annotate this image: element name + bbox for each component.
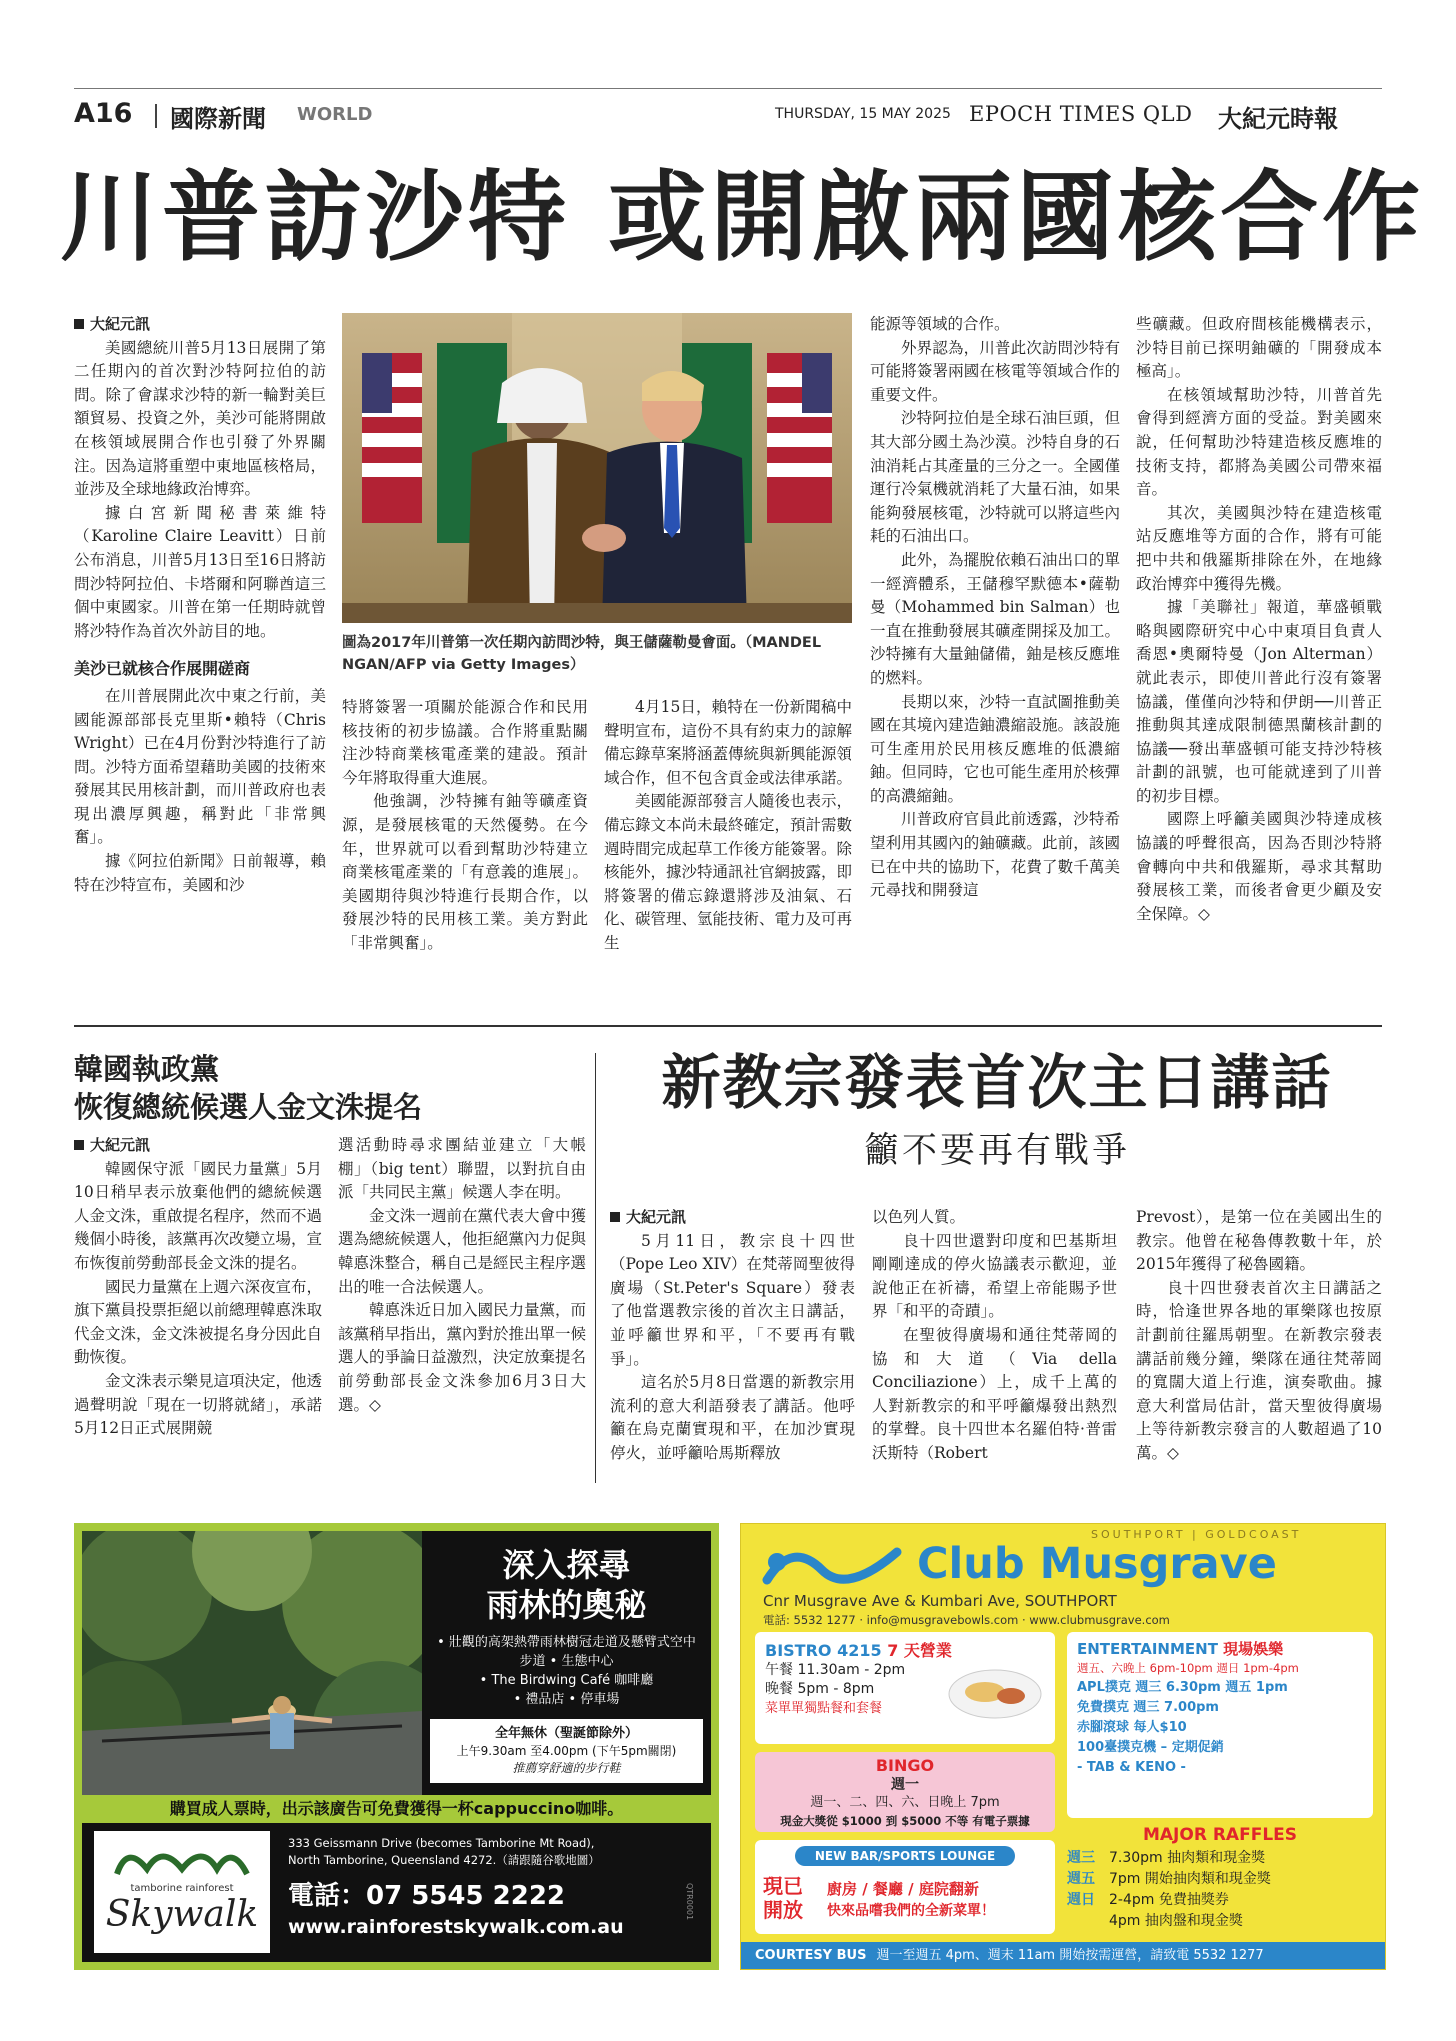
paragraph: 在川普展開此次中東之行前，美國能源部部長克里斯•賴特（Chris Wright）已在4月份對沙特進行了訪問。沙特方面希望藉助美國的技術來發展其民用核計劃，而川普政府也表現出濃厚興趣，稱對此「非常興奮」。 — [74, 686, 326, 847]
paragraph: 美國能源部發言人隨後也表示，備忘錄文本尚未最終確定，預計需數週時間完成起草工作後方能簽署。除核能外，據沙特通訊社官網披露，即將簽署的備忘錄還將涉及油氣、石化、碳管理、氫能技術、電力及可再生 — [604, 792, 852, 952]
pope-article-column-3 — [1136, 1206, 1382, 1490]
bingo-day: 週一 — [891, 1777, 919, 1793]
paragraph: 在聖彼得廣場和通往梵蒂岡的協和大道（Via della Conciliazione）上，成千上萬的人對新教宗的和平呼籲爆發出熱烈的掌聲。良十四世本名羅伯特·普雷沃斯特（Robert — [872, 1325, 1117, 1462]
bingo-panel — [755, 1752, 1055, 1832]
main-article-column-1 — [74, 313, 326, 1013]
ad-hours-title: 全年無休（聖誕節除外） — [494, 1726, 638, 1741]
korea-headline-line-1: 韓國執政黨 — [74, 1052, 220, 1086]
korea-headline-line-2: 恢復總統候選人金文洙提名 — [74, 1090, 423, 1124]
bistro-title: BISTRO 4215 — [765, 1641, 882, 1660]
korea-byline: 大紀元訊 — [74, 1134, 322, 1158]
pope-article-column-1 — [610, 1206, 855, 1490]
paragraph: 據白宮新聞秘書萊維特（Karoline Claire Leavitt）日前公布消息，川普5月13日至16日將訪問沙特阿拉伯、卡塔爾和阿聯酋這三個中東國家。川普在第一任期時就曾將沙特作為首次外訪目的地。 — [74, 503, 326, 640]
ad-promo-banner: 購買成人票時，出示該廣告可免費獲得一杯cappuccino咖啡。 — [82, 1795, 711, 1823]
bistro-lunch: 午餐 11.30am - 2pm — [765, 1662, 906, 1678]
pope-subheadline: 籲不要再有戰爭 — [863, 1131, 1130, 1171]
paragraph: 此外，為擺脫依賴石油出口的單一經濟體系，王儲穆罕默德本•薩勒曼（Mohammed bin Salman）也一直在推動發展其礦產開採及加工。沙特擁有大量鈾儲備，鈾是核反應堆的燃料。 — [870, 550, 1120, 687]
raffles-title: MAJOR RAFFLES — [1142, 1825, 1298, 1845]
club-logo-icon — [757, 1540, 907, 1590]
ad-address-line-2: North Tamborine, Queensland 4272.（請跟隨谷歌地圖） — [288, 1853, 600, 1867]
section-name-en: WORLD — [297, 104, 373, 125]
bingo-title: BINGO — [875, 1756, 935, 1775]
raffle-detail: 7.30pm 抽肉類和現金獎 — [1109, 1850, 1266, 1866]
bistro-dinner: 晚餐 5pm - 8pm — [765, 1681, 875, 1697]
korea-article-column-2 — [338, 1134, 586, 1490]
pope-byline: 大紀元訊 — [610, 1206, 855, 1230]
paragraph: 在核領域幫助沙特，川普首先會得到經濟方面的受益。對美國來說，任何幫助沙特建造核反應堆的技術支持，都將為美國公司帶來福音。 — [1136, 385, 1382, 499]
paper-name-en: EPOCH TIMES QLD — [969, 102, 1193, 126]
courtesy-text: 週一至週五 4pm、週末 11am 開始按需運營，請致電 5532 1277 — [876, 1948, 1264, 1963]
paragraph: 據《阿拉伯新聞》日前報導，賴特在沙特宣布，美國和沙 — [74, 852, 326, 894]
raffle-day: 週五 — [1067, 1871, 1095, 1887]
food-plate-icon — [945, 1654, 1045, 1724]
ad-feature-list — [422, 1633, 711, 1709]
ad-feature: • 禮品店 • 停車場 — [513, 1692, 620, 1707]
bingo-prize: 現金大獎從 $1000 到 $5000 不等 有電子票據 — [780, 1814, 1030, 1828]
paragraph: 美國總統川普5月13日展開了第二任期內的首次對沙特阿拉伯的訪問。除了會謀求沙特的新一輪對美巨額貿易、投資之外，美沙可能將開啟在核領域展開合作也引發了外界關注。因為這將重塑中東地區核格局，並涉及全球地緣政治博弈。 — [74, 338, 326, 499]
raffle-detail: 7pm 開始抽肉類和現金獎 — [1109, 1871, 1271, 1887]
main-byline: 大紀元訊 — [74, 313, 326, 337]
photo-illustration — [342, 313, 852, 623]
pope-headline: 新教宗發表首次主日講話 — [661, 1048, 1333, 1117]
paragraph: 特將簽署一項關於能源合作和民用核技術的初步協議。合作將重點關注沙特商業核電產業的建設。預計今年將取得重大進展。 — [342, 698, 588, 787]
new-bar-panel — [755, 1840, 1055, 1934]
photo-caption: 圖為2017年川普第一次任期內訪問沙特，與王儲薩勒曼會面。（MANDEL NGAN/AFP via Getty Images） — [342, 635, 822, 673]
paragraph: 國民力量黨在上週六深夜宣布，旗下黨員投票拒絕以前總理韓悳洙取代金文洙，金文洙被提名身分因此自動恢復。 — [74, 1277, 322, 1367]
ad-phone[interactable]: 電話：07 5545 2222 — [288, 1881, 566, 1911]
ad-code: QTR0001 — [685, 1883, 694, 1921]
raffles-panel — [1067, 1824, 1373, 1936]
paragraph: 沙特阿拉伯是全球石油巨頭，但其大部分國土為沙漠。沙特自身的石油消耗占其產量的三分之一。全國僅運行冷氣機就消耗了大量石油，如果能夠發展核電，沙特就可以將這些內耗的石油出口。 — [870, 409, 1120, 546]
ent-tab: - TAB & KENO - — [1077, 1760, 1186, 1775]
ad-title-line-2: 雨林的奧秘 — [486, 1586, 647, 1624]
subheading: 美沙已就核合作展開磋商 — [74, 659, 251, 679]
renovation-text: 廚房 / 餐廳 / 庭院翻新 — [827, 1880, 979, 1898]
paragraph: 能源等領域的合作。 — [870, 315, 1010, 333]
rainforest-photo — [82, 1531, 422, 1795]
paper-name-cn: 大紀元時報 — [1218, 104, 1338, 133]
ad-hours: 上午9.30am 至4.00pm (下午5pm關閉) — [456, 1744, 677, 1758]
paragraph: 些礦藏。但政府間核能機構表示，沙特目前已探明鈾礦的「開發成本極高」。 — [1136, 315, 1382, 381]
korea-article-column-1 — [74, 1134, 322, 1490]
news-photo — [342, 313, 852, 623]
paragraph: 他強調，沙特擁有鈾等礦產資源，是發展核電的天然優勢。在今年，世界就可以看到幫助沙特建立商業核電產業的「有意義的進展」。美國期待與沙特進行長期合作，以發展沙特的民用核工業。美方對此「非常興奮」。 — [342, 792, 588, 952]
ent-keno: 100臺撲克機 – 定期促銷 — [1077, 1740, 1224, 1755]
paragraph: 這名於5月8日當選的新教宗用流利的意大利語發表了講話。他呼籲在烏克蘭實現和平，在加沙實現停火，並呼籲哈馬斯釋放 — [610, 1373, 855, 1462]
issue-date: THURSDAY, 15 MAY 2025 — [775, 106, 951, 122]
club-name: Club Musgrave — [917, 1539, 1277, 1589]
paragraph: 其次，美國與沙特在建造核電站反應堆等方面的合作，將有可能把中共和俄羅斯排除在外，在地緣政治博弈中獲得先機。 — [1136, 503, 1382, 593]
pope-article-column-2 — [872, 1206, 1117, 1490]
ad-club-musgrave[interactable] — [740, 1523, 1386, 1970]
ad-hours-note: 推薦穿舒適的步行鞋 — [512, 1761, 621, 1775]
new-menu-text: 快來品嚐我們的全新菜單！ — [827, 1903, 995, 1919]
paragraph: 韓國保守派「國民力量黨」5月10日稍早表示放棄他們的總統候選人金文洙，重啟提名程序，然而不過幾個小時後，該黨再次改變立場，宣布恢復前勞動部長金文洙的提名。 — [74, 1159, 322, 1272]
paragraph: 4月15日，賴特在一份新聞稿中聲明宣布，這份不具有約束力的諒解備忘錄草案將涵蓋傳統與新興能源領域合作，但不包含貢金或法律承諾。 — [604, 698, 852, 787]
club-location: SOUTHPORT | GOLDCOAST — [1091, 1528, 1302, 1541]
page-number: A16 — [74, 98, 133, 129]
paragraph: 良十四世還對印度和巴基斯坦剛剛達成的停火協議表示歡迎，並說他正在祈禱，希望上帝能賜予世界「和平的奇蹟」。 — [872, 1231, 1117, 1321]
raffle-detail: 4pm 抽肉盤和現金獎 — [1109, 1913, 1243, 1929]
ad-rainforest-skywalk[interactable] — [74, 1523, 719, 1970]
courtesy-title: COURTESY BUS — [755, 1948, 867, 1963]
column-divider — [595, 1053, 596, 1483]
main-article-column-3 — [604, 696, 852, 1013]
bistro-note: 菜單單獨點餐和套餐 — [765, 1701, 883, 1716]
paragraph: 選活動時尋求團結並建立「大帳棚」（big tent）聯盟，以對抗自由派「共同民主黨」候選人李在明。 — [338, 1136, 586, 1202]
ent-title: ENTERTAINMENT — [1077, 1640, 1218, 1658]
rainforest-ad-text-panel — [422, 1531, 711, 1795]
bistro-days: 7 天營業 — [887, 1641, 952, 1660]
paragraph: 金文洙表示樂見這項決定，他透過聲明說「現在一切將就緒」，承諾5月12日正式展開競 — [74, 1371, 322, 1438]
club-address: Cnr Musgrave Ave & Kumbari Ave, SOUTHPORT — [763, 1592, 1117, 1610]
section-divider — [74, 1025, 1382, 1027]
main-article-column-4 — [870, 313, 1120, 1013]
bingo-time: 週一、二、四、六、日晚上 7pm — [810, 1795, 1000, 1810]
skywalk-logo — [94, 1831, 270, 1953]
section-name-cn: 國際新聞 — [170, 105, 266, 133]
raffle-day: 週三 — [1067, 1850, 1095, 1866]
ent-times: 週五、六晚上 6pm-10pm 週日 1pm-4pm — [1077, 1661, 1299, 1675]
paragraph: 國際上呼籲美國與沙特達成核協議的呼聲很高，因為否則沙特將會轉向中共和俄羅斯，尋求其幫助發展核工業，而後者會更少顧及安全保障。◇ — [1136, 810, 1382, 923]
paragraph: 良十四世發表首次主日講話之時，恰逢世界各地的軍樂隊也按原計劃前往羅馬朝聖。在新教宗發表講話前幾分鐘，樂隊在通往梵蒂岡的寬闊大道上行進，演奏歌曲。據意大利當局估計，當天聖彼得廣場上等待新教宗發言的人數超過了10萬。◇ — [1136, 1278, 1382, 1462]
us-flag-left — [362, 353, 422, 523]
paragraph: 金文洙一週前在黨代表大會中獲選為總統候選人，他拒絕黨內力促與韓悳洙整合，稱自己是經民主程序選出的唯一合法候選人。 — [338, 1206, 586, 1296]
ent-apl: APL撲克 週三 6.30pm 週五 1pm — [1077, 1680, 1288, 1695]
ent-cn: 現場娛樂 — [1223, 1640, 1284, 1658]
main-article-column-5 — [1136, 313, 1382, 1013]
brand-name: Skywalk — [105, 1894, 259, 1935]
brand-small: tamborine rainforest — [130, 1883, 234, 1894]
paragraph: 據「美聯社」報道，華盛頓戰略與國際研究中心中東項目負責人喬恩•奧爾特曼（Jon Alterman）就此表示，即使川普此行沒有簽署協議，僅僅向沙特和伊朗──川普正推動與其達成限制德黑蘭核計劃的協議──發出華盛頓可能支持沙特核計劃的訊號，也可能就達到了川普的初步目標。 — [1136, 598, 1382, 805]
paragraph: 外界認為，川普此次訪問沙特有可能將簽署兩國在核電等領域合作的重要文件。 — [870, 338, 1120, 404]
ad-feature: • The Birdwing Café 咖啡廳 — [479, 1673, 654, 1688]
courtesy-bus-bar — [741, 1942, 1385, 1969]
ad-feature: • 壯觀的高架熱帶雨林樹冠走道及懸臂式空中步道 • 生態中心 — [437, 1635, 696, 1669]
bistro-panel — [755, 1632, 1055, 1744]
paragraph: 5月11日，教宗良十四世（Pope Leo XIV）在梵蒂岡聖彼得廣場（St.Peter's Square）發表了他當選教宗後的首次主日講話，並呼籲世界和平，「不要再有戰爭」。 — [610, 1231, 855, 1368]
ad-address-line-1: 333 Geissmann Drive (becomes Tamborine Mt Road), — [288, 1836, 595, 1850]
ad-website[interactable]: www.rainforestskywalk.com.au — [288, 1916, 624, 1938]
paragraph: Prevost），是第一位在美國出生的教宗。他曾在秘魯傳教數十年，於2015年獲得了秘魯國籍。 — [1136, 1208, 1382, 1274]
raffle-detail: 2-4pm 免費抽獎券 — [1109, 1892, 1229, 1908]
main-article-column-2 — [342, 696, 588, 1013]
now-open: 現已開放 — [763, 1874, 803, 1922]
main-headline: 川普訪沙特 或開啟兩國核合作 — [60, 160, 1425, 275]
ent-free-poker: 免費撲克 週三 7.00pm — [1077, 1700, 1219, 1715]
paragraph: 韓悳洙近日加入國民力量黨，而該黨稍早指出，黨內對於推出單一候選人的爭論日益激烈，決定放棄提名前勞動部長金文洙參加6月3日大選。◇ — [338, 1301, 586, 1414]
raffle-day: 週日 — [1067, 1892, 1095, 1908]
new-bar-banner: NEW BAR/SPORTS LOUNGE — [795, 1846, 1015, 1866]
header-separator — [155, 104, 157, 128]
header-rule — [74, 88, 1382, 89]
club-contact[interactable]: 電話: 5532 1277 · info@musgravebowls.com · www.clubmusgrave.com — [763, 1613, 1170, 1627]
paragraph: 長期以來，沙特一直試圖推動美國在其境內建造鈾濃縮設施。該設施可生產用於民用核反應堆的低濃縮鈾。但同時，它也可能生產用於核彈的高濃縮鈾。 — [870, 692, 1120, 805]
leaf-icon — [107, 1839, 257, 1879]
ent-barefoot: 赤腳滾球 每人$10 — [1077, 1720, 1187, 1735]
ad-title-line-1: 深入探尋 — [502, 1546, 631, 1584]
paragraph: 川普政府官員此前透露，沙特希望利用其國內的鈾礦藏。此前，該國已在中共的協助下，花費了數千萬美元尋找和開發這 — [870, 810, 1120, 900]
paragraph: 以色列人質。 — [872, 1208, 966, 1226]
entertainment-panel — [1067, 1632, 1373, 1818]
